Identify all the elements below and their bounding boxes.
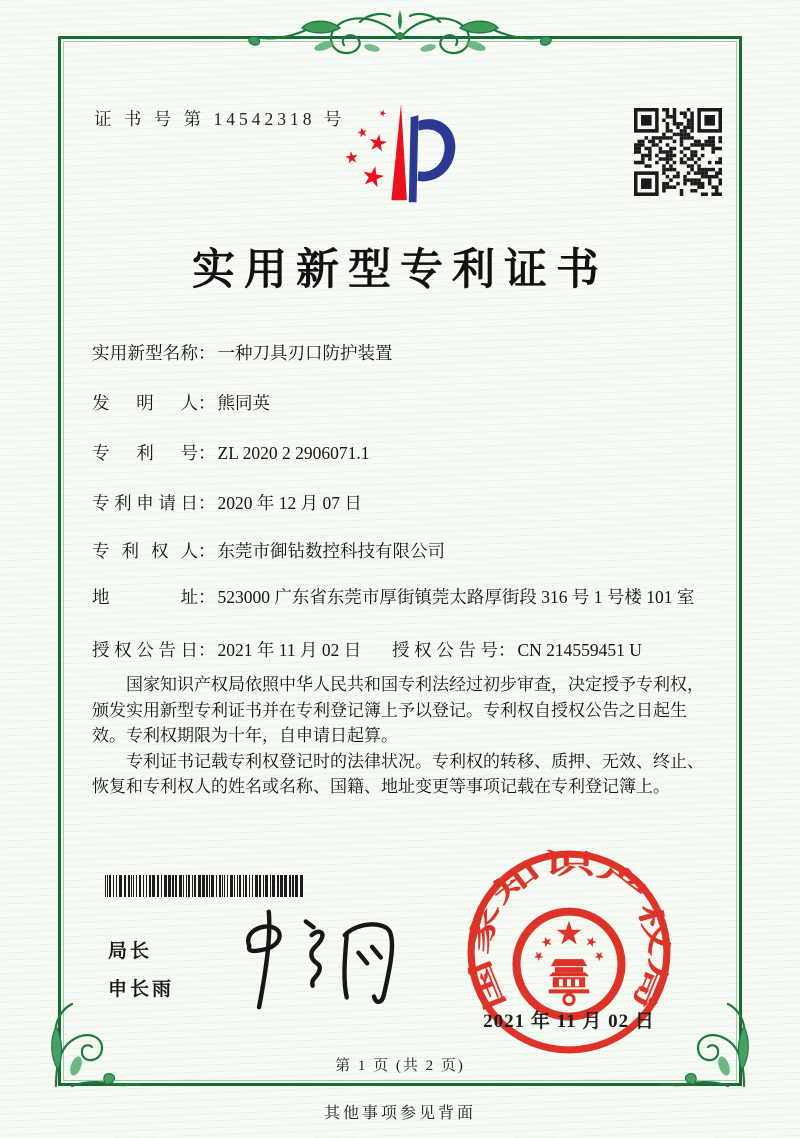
field-address: 地址 ： 523000 广东省东莞市厚街镇莞太路厚街段 316 号 1 号楼 101 室: [92, 584, 716, 610]
certificate-number: 证 书 号 第 14542318 号: [94, 109, 346, 129]
qr-code-icon: [634, 108, 722, 196]
field-patentee: 专利权人 ： 东莞市御钻数控科技有限公司: [92, 538, 445, 564]
bottom-left-corner-ornament-icon: [46, 996, 146, 1096]
field-grant-date: 授权公告日 ： 2021 年 11 月 02 日: [92, 637, 392, 663]
field-label: 授权公告日: [92, 640, 198, 660]
field-label: 授权公告号: [392, 640, 498, 660]
field-patent-number: 专利号 ： ZL 2020 2 2906071.1: [92, 440, 369, 466]
field-type-name: 实用新型名称 ： 一种刀具刃口防护装置: [92, 340, 393, 366]
legal-paragraph-1: 国家知识产权局依照中华人民共和国专利法经过初步审查，决定授予专利权，颁发实用新型专利证书并在专利登记簿上予以登记。专利权自授权公告之日起生效。专利权期限为十年，自申请日起算。: [92, 675, 704, 745]
field-label: 地址: [92, 587, 198, 607]
field-label: 专利申请日: [92, 493, 198, 513]
field-filing-date: 专利申请日 ： 2020 年 12 月 07 日: [92, 490, 362, 516]
field-label: 实用新型名称: [92, 343, 198, 363]
field-value: CN 214559451 U: [517, 640, 642, 660]
field-value: 东莞市御钻数控科技有限公司: [217, 541, 445, 561]
field-label: 专利权人: [92, 541, 198, 561]
field-value: ZL 2020 2 2906071.1: [217, 443, 370, 463]
back-side-note: 其他事项参见背面: [323, 1105, 476, 1122]
field-grant-number: 授权公告号 ： CN 214559451 U: [392, 637, 642, 663]
field-grant-row: [92, 637, 642, 663]
seal-date: 2021 年 11 月 02 日: [483, 1011, 655, 1032]
field-value: 一种刀具刃口防护装置: [217, 343, 393, 363]
field-label: 专利号: [92, 443, 198, 463]
legal-text-block: [92, 672, 710, 800]
document-title: 实用新型专利证书: [192, 247, 608, 294]
field-inventor: 发明人 ： 熊同英: [92, 390, 270, 416]
signature-icon: [210, 902, 425, 1014]
seal-agency-text: 国家知识产权局: [463, 848, 674, 1015]
top-flourish-ornament-icon: [240, 8, 560, 72]
field-label: 发明人: [92, 393, 198, 413]
field-value: 2020 年 12 月 07 日: [217, 493, 362, 513]
signer-name: 申长雨: [108, 979, 175, 1000]
barcode-icon: [105, 875, 303, 897]
field-value: 熊同英: [217, 393, 270, 413]
cnipa-logo-icon: [338, 92, 466, 208]
legal-paragraph-2: 专利证书记载专利权登记时的法律状况。专利权的转移、质押、无效、终止、恢复和专利权人的姓名或名称、国籍、地址变更等事项记载在专利登记簿上。: [92, 751, 704, 796]
field-value: 523000 广东省东莞市厚街镇莞太路厚街段 316 号 1 号楼 101 室: [217, 587, 695, 607]
page-number: 第 1 页 (共 2 页): [335, 1058, 465, 1074]
field-value: 2021 年 11 月 02 日: [217, 640, 362, 660]
signer-title: 局长: [108, 941, 153, 962]
